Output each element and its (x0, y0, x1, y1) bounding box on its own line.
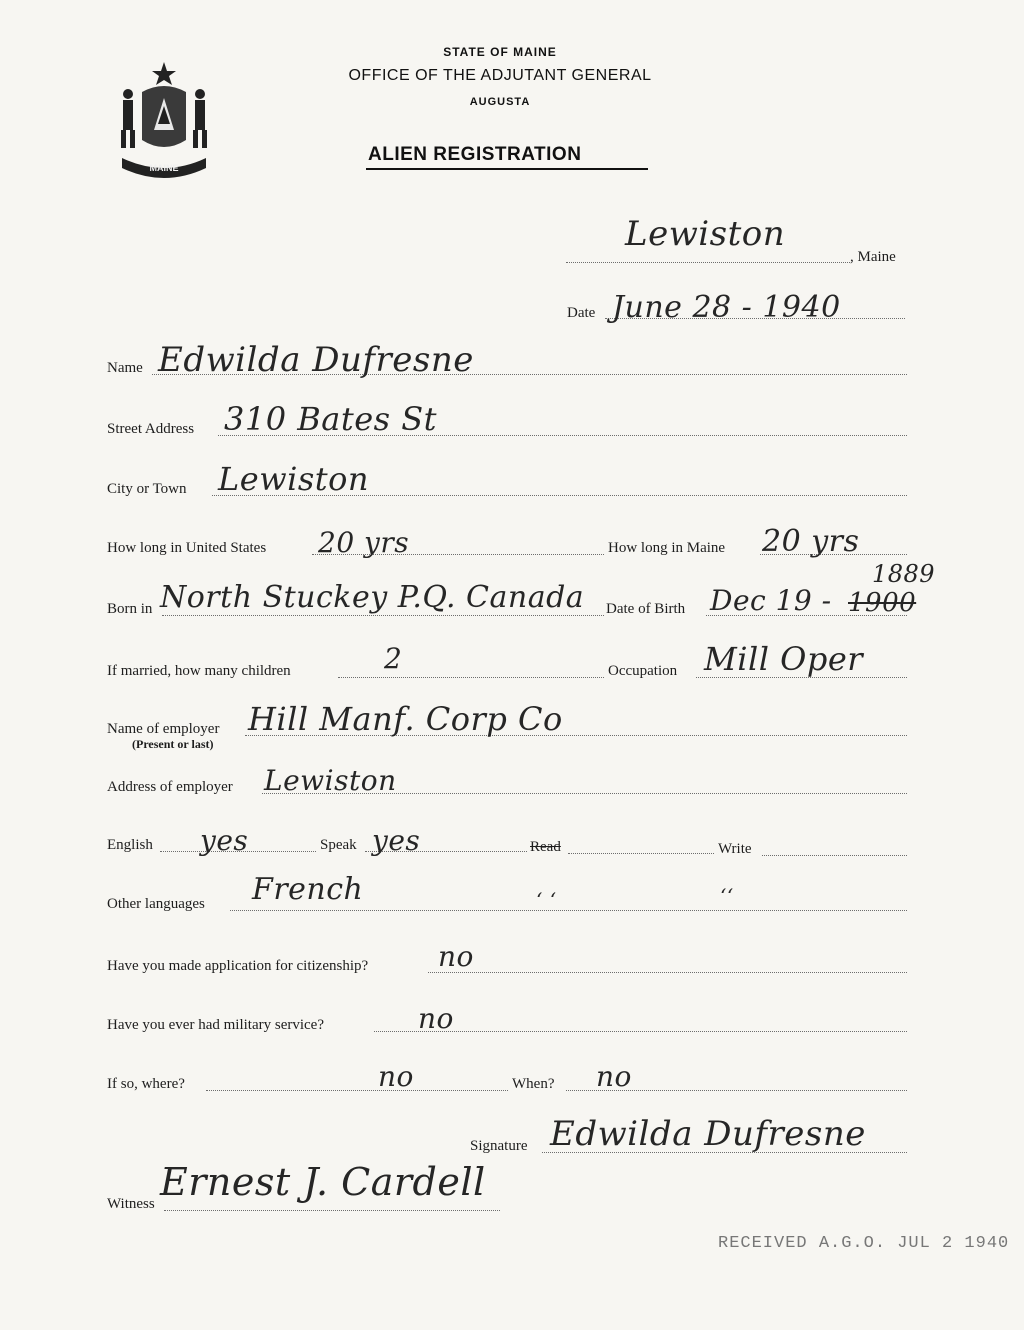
read-label: Read (530, 839, 561, 855)
other-languages-line (230, 910, 907, 911)
street-address-value: 310 Bates St (224, 400, 438, 438)
military-label: Have you ever had military service? (107, 1017, 324, 1033)
city-heading: AUGUSTA (469, 96, 531, 108)
citizenship-value: no (438, 940, 474, 973)
state-heading: STATE OF MAINE (443, 45, 557, 59)
read-ditto-mark: ʻ ʻ (536, 888, 557, 912)
location-value: Lewiston (625, 214, 786, 254)
where-line (206, 1090, 508, 1091)
signature-value: Edwilda Dufresne (550, 1114, 866, 1154)
name-value: Edwilda Dufresne (158, 340, 474, 380)
city-label: City or Town (107, 481, 187, 497)
speak-value: yes (372, 824, 421, 857)
other-languages-label: Other languages (107, 896, 205, 912)
form-title: ALIEN REGISTRATION (368, 144, 582, 165)
office-heading: OFFICE OF THE ADJUTANT GENERAL (348, 67, 652, 84)
seal-banner-text: MAINE (149, 163, 179, 173)
citizenship-label: Have you made application for citizenship? (107, 958, 369, 974)
where-label: If so, where? (107, 1076, 185, 1092)
born-in-line (162, 615, 604, 616)
military-line (374, 1031, 907, 1032)
read-line (568, 853, 714, 854)
witness-label: Witness (107, 1196, 155, 1212)
how-long-maine-value: 20 yrs (762, 524, 860, 559)
occupation-value: Mill Oper (704, 640, 864, 678)
witness-value: Ernest J. Cardell (160, 1160, 486, 1204)
other-languages-value: French (252, 872, 364, 907)
children-line (338, 677, 604, 678)
when-label: When? (512, 1076, 555, 1092)
employer-sublabel: (Present or last) (132, 737, 214, 751)
date-value: June 28 - 1940 (612, 290, 841, 325)
title-underline (366, 168, 648, 170)
city-value: Lewiston (218, 460, 369, 498)
signature-label: Signature (470, 1138, 528, 1154)
date-of-birth-label: Date of Birth (606, 601, 686, 617)
military-value: no (418, 1002, 454, 1035)
date-of-birth-value: Dec 19 - (710, 584, 832, 617)
when-value: no (596, 1060, 632, 1093)
how-long-us-value: 20 yrs (318, 526, 410, 559)
employer-address-label: Address of employer (107, 779, 233, 795)
english-label: English (107, 837, 153, 853)
children-label: If married, how many children (107, 663, 291, 679)
born-in-value: North Stuckey P.Q. Canada (160, 580, 585, 615)
employer-address-value: Lewiston (264, 764, 397, 797)
write-ditto-mark: ʻʻ (720, 884, 734, 908)
write-line (762, 855, 907, 856)
employer-label: Name of employer (107, 721, 220, 737)
where-value: no (378, 1060, 414, 1093)
speak-label: Speak (320, 837, 357, 853)
birth-year-crossed-out: 1900 (848, 588, 917, 618)
born-in-label: Born in (107, 601, 153, 617)
date-label: Date (567, 305, 596, 321)
how-long-maine-label: How long in Maine (608, 540, 726, 556)
write-label: Write (718, 841, 752, 857)
children-value: 2 (384, 642, 403, 675)
citizenship-line (428, 972, 907, 973)
street-address-label: Street Address (107, 421, 195, 437)
employer-value: Hill Manf. Corp Co (248, 700, 563, 738)
location-line (566, 262, 850, 263)
occupation-label: Occupation (608, 663, 678, 679)
witness-line (164, 1210, 500, 1211)
name-label: Name (107, 360, 143, 376)
location-label: , Maine (850, 249, 896, 265)
how-long-us-label: How long in United States (107, 540, 267, 556)
english-value: yes (200, 824, 249, 857)
received-stamp: RECEIVED A.G.O. JUL 2 1940 (718, 1234, 1010, 1253)
birth-year-corrected: 1889 (872, 560, 936, 588)
